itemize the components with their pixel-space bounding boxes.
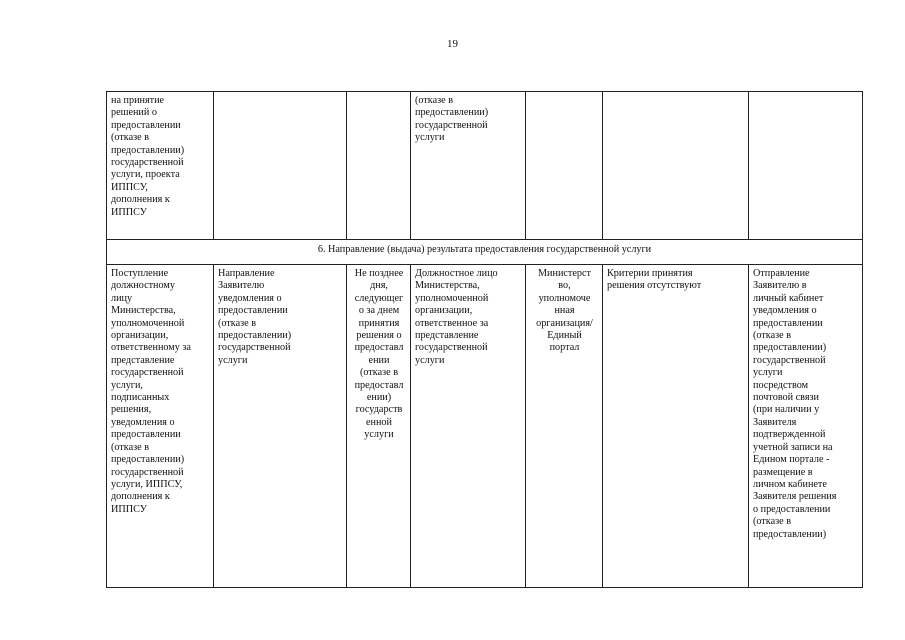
table-cell [526, 265, 603, 588]
table-cell [749, 265, 863, 588]
cell-text: Не позднее дня, следующег о за днем принятия решения о предоставл ении (отказе в предоставл ении) государств енной услуги [354, 268, 404, 441]
table-cell [603, 92, 749, 240]
cell-text: Отправление Заявителю в личный кабинет уведомления о предоставлении (отказе в предоставлении) государственной услуги посредством почтовой связи (при наличии у Заявителя подтвержденной учетной записи на Едином портале - размещение в личном кабинете Заявителя решения о предоставлении (отказе в предоставлении) [753, 268, 837, 540]
cell-text: Министерст во, уполномоче нная организация/ Единый портал [536, 268, 593, 354]
cell-text: Должностное лицо Министерства, уполномоченной организации, ответственное за представление государственной услуги [415, 268, 498, 366]
table-cell [347, 265, 411, 588]
cell-text: Направление Заявителю уведомления о предоставлении (отказе в предоставлении) государственной услуги [218, 268, 292, 366]
table-cell [603, 265, 749, 588]
page-number: 19 [447, 38, 458, 50]
table-cell [107, 92, 214, 240]
table-cell [214, 92, 347, 240]
table-cell [214, 265, 347, 588]
table-cell [411, 265, 526, 588]
table-cell [411, 92, 526, 240]
cell-text: Критерии принятия решения отсутствуют [607, 268, 702, 292]
cell-text: (отказе в предоставлении) государственной услуги [415, 95, 489, 144]
table-cell [749, 92, 863, 240]
table-row-continuation [107, 92, 863, 240]
table-cell [526, 92, 603, 240]
cell-text: Поступление должностному лицу Министерства, уполномоченной организации, ответственному за представление государственной услуги, подписанных решения, уведомления о предоставлении (отказе в предоставлении) государственной услуги, ИППСУ, дополнения к ИППСУ [111, 268, 191, 515]
section-title: 6. Направление (выдача) результата предоставления государственной услуги [107, 240, 863, 265]
table-cell [107, 265, 214, 588]
table-cell [347, 92, 411, 240]
cell-text: на принятие решений о предоставлении (отказе в предоставлении) государственной услуги, проекта ИППСУ, дополнения к ИППСУ [111, 95, 185, 218]
section-header-row [107, 240, 863, 265]
procedure-table [106, 91, 863, 588]
table-row-section6 [107, 265, 863, 588]
